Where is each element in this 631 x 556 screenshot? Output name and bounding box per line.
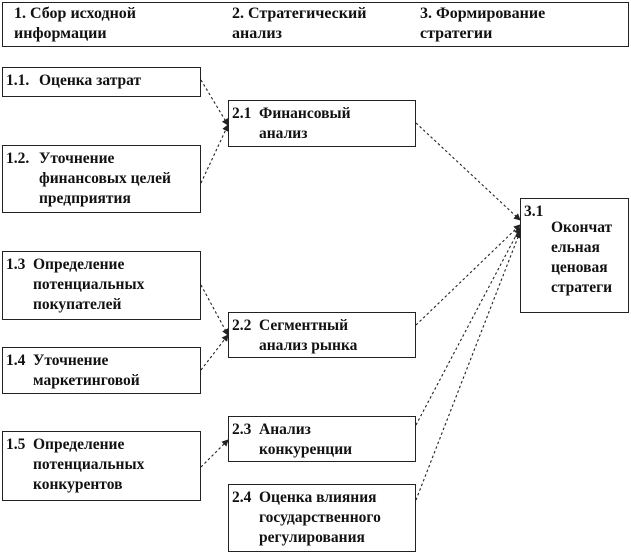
- box-2-3-number: 2.3: [232, 421, 252, 438]
- box-1-1-number: 1.1.: [6, 72, 30, 89]
- box-3-1-number: 3.1: [524, 203, 544, 220]
- box-1-3: [2, 251, 201, 320]
- link-1-1-to-2-1: [201, 80, 228, 125]
- link-2-3-to-3-1: [416, 228, 520, 425]
- box-1-2-number: 1.2.: [6, 150, 30, 167]
- box-1-4-number: 1.4: [6, 352, 26, 369]
- box-2-1-text: Финансовый анализ: [259, 105, 351, 142]
- header-stage-3: 3. Формирование стратегии: [420, 5, 546, 42]
- box-2-2-text: Сегментный анализ рынка: [259, 317, 358, 354]
- box-2-4-number: 2.4: [232, 489, 252, 506]
- box-1-5: [2, 431, 201, 501]
- box-1-5-text: Определение потенциальных конкурентов: [33, 436, 145, 493]
- box-2-2-number: 2.2: [232, 317, 252, 334]
- box-1-2-text: Уточнение финансовых целей предприятия: [39, 150, 171, 207]
- box-3-1: [520, 198, 629, 313]
- box-1-5-number: 1.5: [6, 436, 26, 453]
- box-2-4: [228, 484, 416, 552]
- link-1-4-to-2-2: [201, 335, 228, 370]
- link-1-2-to-2-1: [201, 125, 228, 183]
- box-1-3-number: 1.3: [6, 256, 26, 273]
- box-2-4-text: Оценка влияния государственного регулирования: [259, 489, 381, 546]
- box-1-1: [2, 67, 201, 97]
- link-2-4-to-3-1: [416, 232, 520, 500]
- box-1-3-text: Определение потенциальных покупателей: [33, 256, 145, 313]
- box-2-1: [228, 100, 416, 147]
- link-2-1-to-3-1: [416, 123, 520, 220]
- box-2-3-text: Анализ конкуренции: [259, 421, 353, 458]
- box-2-3: [228, 416, 416, 462]
- link-1-5-to-2-3: [201, 440, 228, 467]
- box-2-2: [228, 312, 416, 358]
- header-stage-1: 1. Сбор исходной информации: [14, 5, 137, 42]
- box-1-4-text: Уточнение маркетинговой: [33, 352, 140, 389]
- box-2-1-number: 2.1: [232, 105, 252, 122]
- link-2-2-to-3-1: [416, 225, 520, 325]
- box-1-1-text: Оценка затрат: [39, 72, 142, 89]
- box-1-2: [2, 145, 201, 213]
- header-stage-2: 2. Стратегический анализ: [232, 5, 367, 42]
- box-3-1-text: Окончат ельная ценовая стратеги: [551, 219, 613, 296]
- link-1-3-to-2-2: [201, 285, 228, 335]
- box-1-4: [2, 347, 201, 394]
